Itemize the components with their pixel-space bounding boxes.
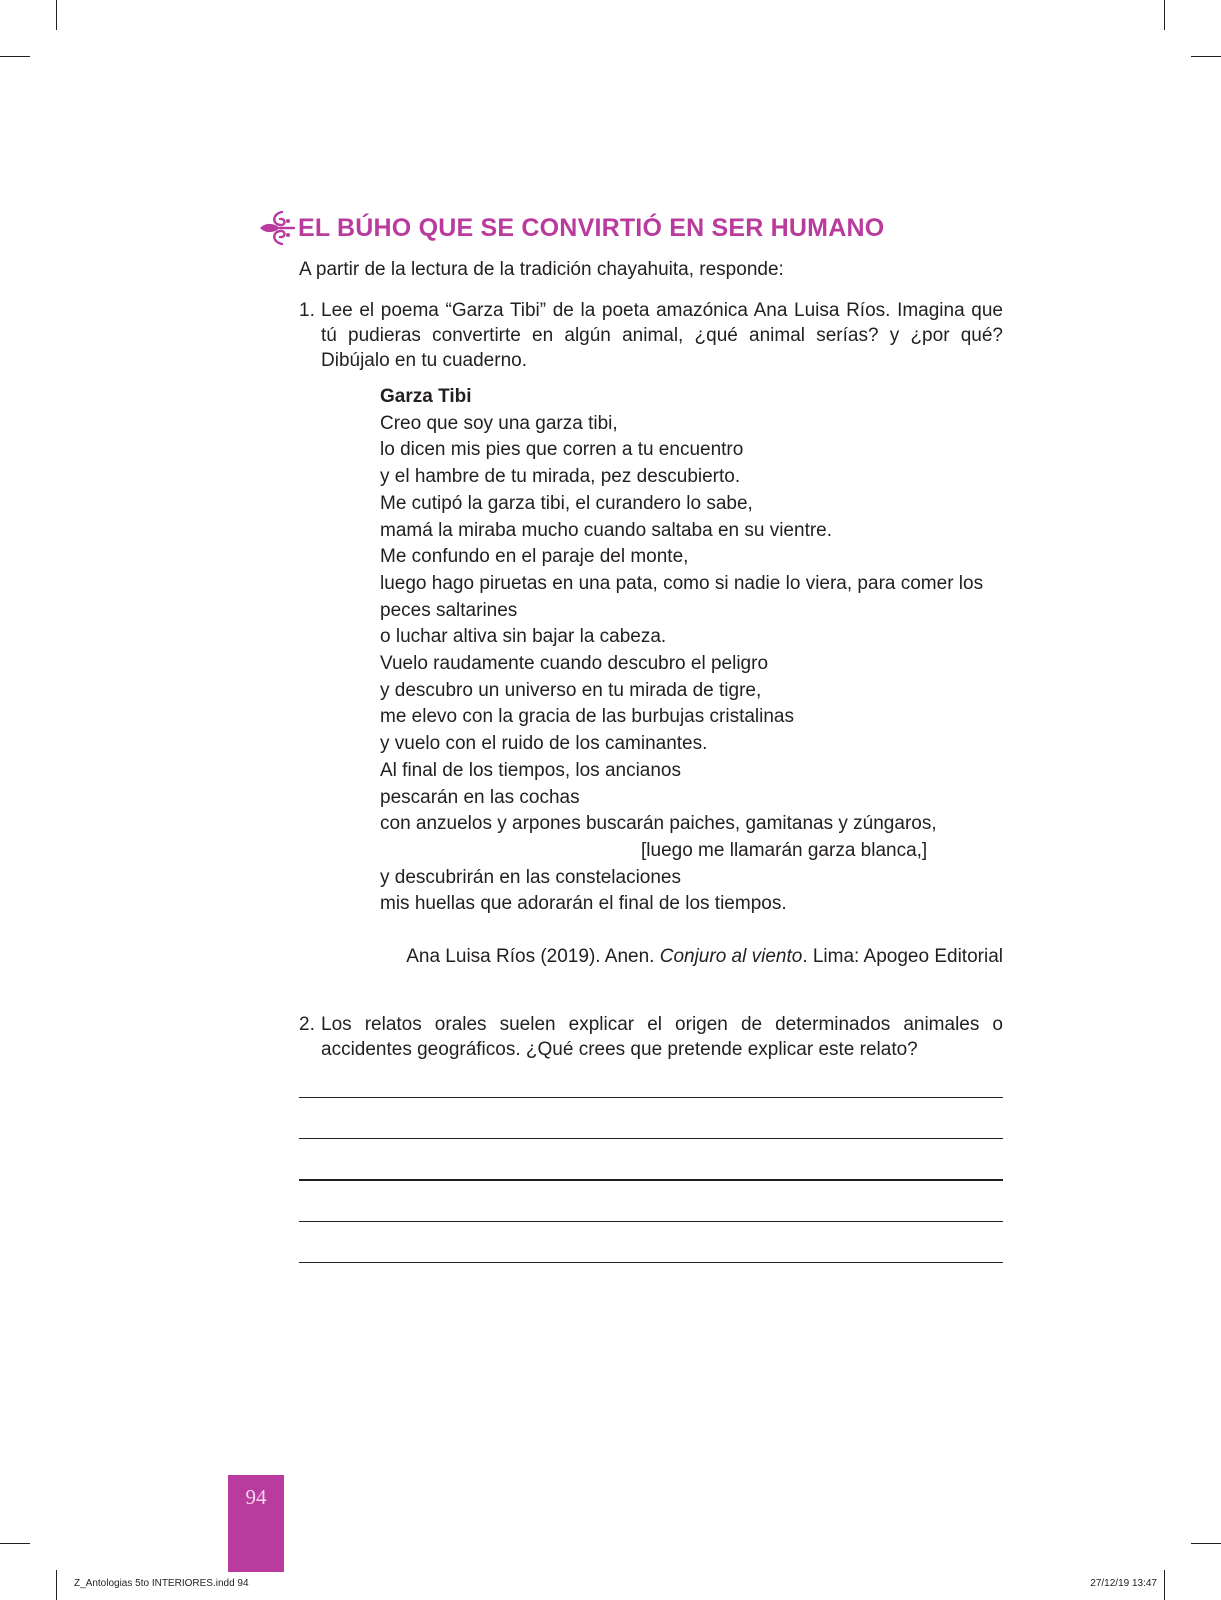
poem-line: luego hago piruetas en una pata, como si nadie lo viera, para comer los xyxy=(380,572,984,594)
poem-line: y vuelo con el ruido de los caminantes. xyxy=(380,733,708,755)
crop-mark xyxy=(0,56,30,57)
crop-mark xyxy=(1164,0,1165,30)
poem-line: y descubro un universo en tu mirada de tigre, xyxy=(380,679,762,701)
crop-mark xyxy=(56,0,57,30)
page-number: 94 xyxy=(245,1485,267,1509)
answer-line[interactable] xyxy=(299,1262,1003,1263)
poem-line: [luego me llamarán garza blanca,] xyxy=(641,839,928,861)
page-number-tab xyxy=(228,1475,284,1572)
poem-line: me elevo con la gracia de las burbujas cristalinas xyxy=(380,706,794,728)
poem-line: o luchar altiva sin bajar la cabeza. xyxy=(380,626,667,648)
poem-line: mis huellas que adorarán el final de los tiempos. xyxy=(380,893,787,915)
crop-mark xyxy=(0,1543,30,1544)
poem-line: y el hambre de tu mirada, pez descubierto. xyxy=(380,466,741,488)
poem-line: lo dicen mis pies que corren a tu encuentro xyxy=(380,439,744,461)
slug-filename: Z_Antologias 5to INTERIORES.indd 94 xyxy=(74,1578,249,1589)
citation-publisher: . Lima: Apogeo Editorial xyxy=(802,946,1003,967)
poem-line: y descubrirán en las constelaciones xyxy=(380,866,682,888)
crop-mark xyxy=(1191,1543,1221,1544)
answer-line[interactable] xyxy=(299,1221,1003,1222)
poem-line: peces saltarines xyxy=(380,599,518,621)
question-1 xyxy=(299,298,1003,373)
poem-line: Me cutipó la garza tibi, el curandero lo sabe, xyxy=(380,492,753,514)
answer-line[interactable] xyxy=(299,1097,1003,1098)
page-title: EL BÚHO QUE SE CONVIRTIÓ EN SER HUMANO xyxy=(298,213,885,242)
citation-book: Conjuro al viento xyxy=(659,946,803,967)
crop-mark xyxy=(1164,1570,1165,1600)
slug-timestamp: 27/12/19 13:47 xyxy=(1090,1578,1157,1589)
question-text: Lee el poema “Garza Tibi” de la poeta amazónica Ana Luisa Ríos. Imagina que tú pudieras convertirte en algún animal, ¿qué animal serías? y ¿por qué? Dibújalo en tu cuaderno. xyxy=(321,300,1003,371)
answer-line[interactable] xyxy=(299,1138,1003,1139)
poem-line: con anzuelos y arpones buscarán paiches, gamitanas y zúngaros, xyxy=(380,813,937,835)
question-number: 1. xyxy=(299,300,315,321)
intro-text: A partir de la lectura de la tradición chayahuita, responde: xyxy=(299,259,784,280)
poem-citation xyxy=(406,946,1003,968)
poem-line: Creo que soy una garza tibi, xyxy=(380,412,618,434)
question-2 xyxy=(299,1012,1003,1062)
fleuron-ornament-icon xyxy=(258,208,296,248)
poem-line: pescarán en las cochas xyxy=(380,786,580,808)
crop-mark xyxy=(56,1570,57,1600)
poem-line: Me confundo en el paraje del monte, xyxy=(380,546,689,568)
poem-line: Vuelo raudamente cuando descubro el peligro xyxy=(380,653,769,675)
question-number: 2. xyxy=(299,1014,315,1035)
poem-line: Al final de los tiempos, los ancianos xyxy=(380,759,681,781)
poem-line: mamá la miraba mucho cuando saltaba en su vientre. xyxy=(380,519,833,541)
crop-mark xyxy=(1191,56,1221,57)
question-text: Los relatos orales suelen explicar el origen de determinados animales o accidentes geográficos. ¿Qué crees que pretende explicar este relato? xyxy=(321,1014,1003,1060)
answer-line[interactable] xyxy=(299,1179,1003,1181)
poem xyxy=(380,384,1000,918)
citation-author: Ana Luisa Ríos (2019). Anen. xyxy=(406,946,660,967)
poem-title: Garza Tibi xyxy=(380,386,472,407)
section-heading xyxy=(258,208,884,248)
